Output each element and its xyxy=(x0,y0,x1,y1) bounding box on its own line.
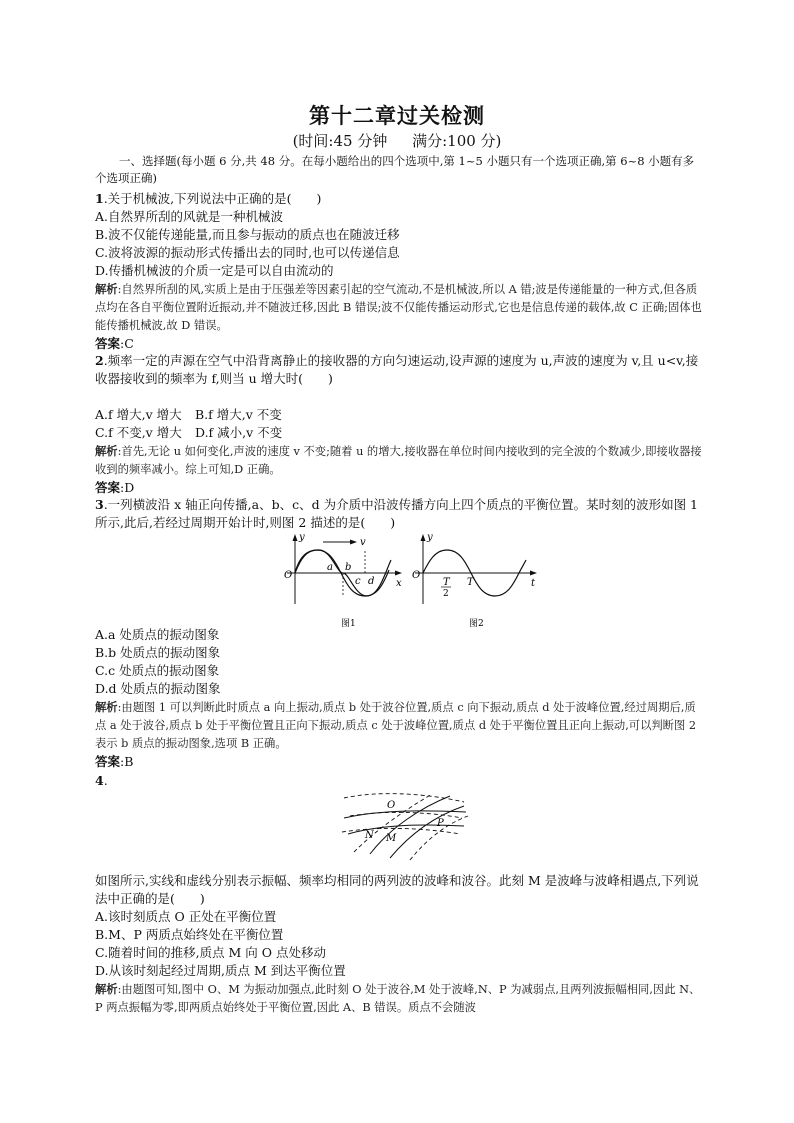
question-2 xyxy=(95,352,705,497)
interference-figure xyxy=(340,788,470,864)
option-b: B.f 增大,v 不变 xyxy=(195,407,282,422)
trough-line-2 xyxy=(350,812,462,818)
option-a: A.该时刻质点 O 正处在平衡位置 xyxy=(95,909,277,924)
label-y: y xyxy=(427,532,433,543)
options-row-1 xyxy=(95,406,705,424)
explanation: 解析:由题图可知,图中 O、M 为振动加强点,此时刻 O 处于波谷,M 处于波峰,N、P 为减弱点,且两列波振幅相同,因此 N、P 两点振幅为零,即两质点始终处于平衡位置,因此 A、B 错误。质点不会随波 xyxy=(95,982,701,1014)
explanation: 解析:自然界所刮的风,实质上是由于压强差等因素引起的空气流动,不是机械波,所以 A 错;波是传递能量的一种方式,但各质点均在各自平衡位置附近振动,并不随波迁移,因此 B 错误;波不仅能传播运动形式,它也是信息传递的载体,故 C 正确;固体也能传播机械波,故 D 错误。 xyxy=(95,282,702,332)
answer: 答案:B xyxy=(95,754,134,769)
wave-figures xyxy=(283,530,543,630)
label-t: t xyxy=(531,578,536,589)
full-score: 满分:100 分) xyxy=(412,132,502,150)
figure-2-caption: 图2 xyxy=(469,619,484,629)
answer: 答案:D xyxy=(95,480,135,495)
option-a: A.f 增大,v 增大 xyxy=(95,407,182,422)
figure-2 xyxy=(412,532,537,604)
option-c: C.c 处质点的振动图象 xyxy=(95,663,220,678)
explanation: 解析:由题图 1 可以判断此时质点 a 向上振动,质点 b 处于波谷位置,质点 c 向下振动,质点 d 处于波峰位置,经过周期后,质点 a 处于波谷,质点 b 处于平衡位置且正向下振动,质点 c 处于波峰位置,质点 d 处于平衡位置且正向上振动,可以判断图 2 表示 b 质点的振动图象,选项 B 正确。 xyxy=(95,700,697,750)
option-d: D.d 处质点的振动图象 xyxy=(95,681,221,696)
label-o: O xyxy=(412,570,421,581)
label-a: a xyxy=(327,562,333,573)
question-number: 1 xyxy=(95,191,104,206)
page-title: 第十二章过关检测 xyxy=(309,103,485,128)
label-x: x xyxy=(396,578,402,589)
option-d: D.从该时刻起经过周期,质点 M 到达平衡位置 xyxy=(95,963,346,978)
label-o: O xyxy=(284,570,293,581)
time-limit: (时间:45 分钟 xyxy=(292,132,388,150)
option-c: C.波将波源的振动形式传播出去的同时,也可以传递信息 xyxy=(95,245,400,260)
question-4-head: 4. xyxy=(95,773,108,788)
label-T: T xyxy=(467,577,474,588)
question-3-body xyxy=(95,626,705,771)
option-b: B.M、P 两质点始终处在平衡位置 xyxy=(95,927,284,942)
question-number: 2 xyxy=(95,353,104,368)
label-t-half-num: T xyxy=(443,577,450,588)
option-d: D.f 减小,v 不变 xyxy=(195,425,283,440)
question-4-stem: 如图所示,实线和虚线分别表示振幅、频率均相同的两列波的波峰和波谷。此刻 M 是波峰与波峰相遇点,下列说法中正确的是( ) xyxy=(95,873,699,906)
question-3-stem: 3.一列横波沿 x 轴正向传播,a、b、c、d 为介质中沿波传播方向上四个质点的平衡位置。某时刻的波形如图 1 所示,此后,若经过周期开始计时,则图 2 描述的是( ) xyxy=(95,497,699,530)
label-c: c xyxy=(355,576,361,587)
option-d: D.传播机械波的介质一定是可以自由流动的 xyxy=(95,263,334,278)
y-arrow xyxy=(421,534,426,541)
question-1 xyxy=(95,190,705,353)
label-b: b xyxy=(345,562,352,573)
option-b: B.波不仅能传递能量,而且参与振动的质点也在随波迁移 xyxy=(95,227,400,242)
question-2-stem: 2.频率一定的声源在空气中沿背离静止的接收器的方向匀速运动,设声源的速度为 u,声波的速度为 v,且 u<v,接收器接收到的频率为 f,则当 u 增大时( ) xyxy=(95,353,699,386)
velocity-arrowhead xyxy=(350,540,357,545)
option-c: C.f 不变,v 增大 xyxy=(95,425,182,440)
exam-info xyxy=(0,130,794,151)
question-number: 3 xyxy=(95,497,104,512)
figure-1-caption: 图1 xyxy=(341,619,356,629)
label-t-half-den: 2 xyxy=(443,589,449,599)
x-arrow xyxy=(395,571,402,576)
option-b: B.b 处质点的振动图象 xyxy=(95,645,221,660)
question-1-stem: 1.关于机械波,下列说法中正确的是( ) xyxy=(95,191,322,206)
explanation: 解析:首先,无论 u 如何变化,声波的速度 v 不变;随着 u 的增大,接收器在单位时间内接收到的完全波的个数减少,即接收器接收到的频率减小。综上可知,D 正确。 xyxy=(95,444,702,476)
label-o: O xyxy=(387,800,396,811)
answer: 答案:C xyxy=(95,336,134,351)
option-a: A.a 处质点的振动图象 xyxy=(95,627,220,642)
t-arrow xyxy=(530,571,537,576)
label-y: y xyxy=(299,532,305,543)
y-arrow xyxy=(293,534,298,541)
option-a: A.自然界所刮的风就是一种机械波 xyxy=(95,209,284,224)
figure-1 xyxy=(284,532,402,604)
label-m: M xyxy=(386,833,397,844)
question-4 xyxy=(95,872,705,1017)
label-n: N xyxy=(365,830,374,841)
question-number: 4 xyxy=(95,773,104,788)
option-c: C.随着时间的推移,质点 M 向 O 点处移动 xyxy=(95,945,327,960)
label-d: d xyxy=(368,576,375,587)
options-row-2 xyxy=(95,424,705,442)
label-p: P xyxy=(437,818,444,829)
question-3 xyxy=(95,496,705,532)
crest-line-1 xyxy=(344,811,466,818)
label-v: v xyxy=(360,537,366,548)
section-intro: 一、选择题(每小题 6 分,共 48 分。在每小题给出的四个选项中,第 1~5 小题只有一个选项正确,第 6~8 小题有多个选项正确) xyxy=(95,154,695,185)
